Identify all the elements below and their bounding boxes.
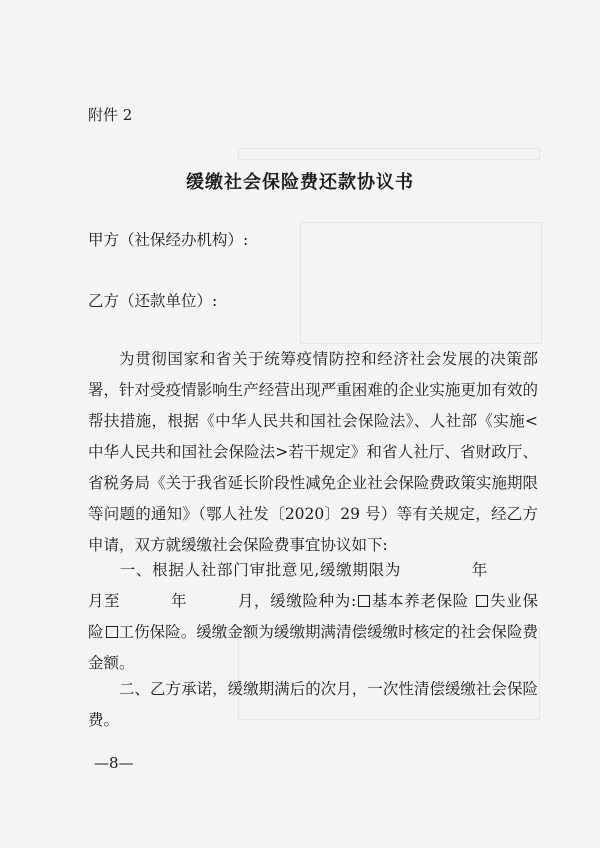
bleed-through-table: [300, 222, 542, 344]
year-label: 年: [471, 561, 488, 579]
year-label: 年: [170, 592, 188, 610]
page-number: —8—: [94, 754, 134, 772]
bleed-through-line: [238, 148, 540, 160]
checkbox[interactable]: [476, 595, 488, 607]
clause-1-text: 缓缴金额为缓缴期满清偿缓缴时核定的社会保险费金额。: [88, 623, 538, 672]
option-label: 失业保险: [88, 592, 538, 641]
clause-1: [88, 555, 538, 679]
checkbox[interactable]: [358, 595, 370, 607]
clause-1-text: 月，缓缴险种为:: [237, 592, 357, 610]
clause-2: 二、乙方承诺，缓缴期满后的次月，一次性清偿缓缴社会保险费。: [88, 680, 538, 729]
annex-label: 附件 2: [88, 106, 133, 124]
party-b-label: 乙方（还款单位）:: [88, 292, 218, 310]
clause-1-text: 一、根据人社部门审批意见,缓缴期限为: [119, 561, 402, 579]
preamble-paragraph: 为贯彻国家和省关于统筹疫情防控和经济社会发展的决策部署，针对受疫情影响生产经营出现严重困难的企业实施更加有效的帮扶措施，根据《中华人民共和国社会保险法》、人社部《实施<中华人民共和国社会保险法>若干规定》和省人社厅、省财政厅、省税务局《关于我省延长阶段性减免企业社会保险费政策实施期限等问题的通知》（鄂人社发〔2020〕29 号）等有关规定，经乙方申请，双方就缓缴社会保险费事宜协议如下:: [88, 350, 538, 554]
option-label: 基本养老保险: [371, 592, 469, 610]
party-a-label: 甲方（社保经办机构）:: [88, 231, 249, 249]
checkbox[interactable]: [106, 626, 118, 638]
option-label: 工伤保险。: [118, 623, 197, 641]
document-title: 缓缴社会保险费还款协议书: [186, 172, 414, 193]
month-label: 月至: [88, 592, 121, 610]
